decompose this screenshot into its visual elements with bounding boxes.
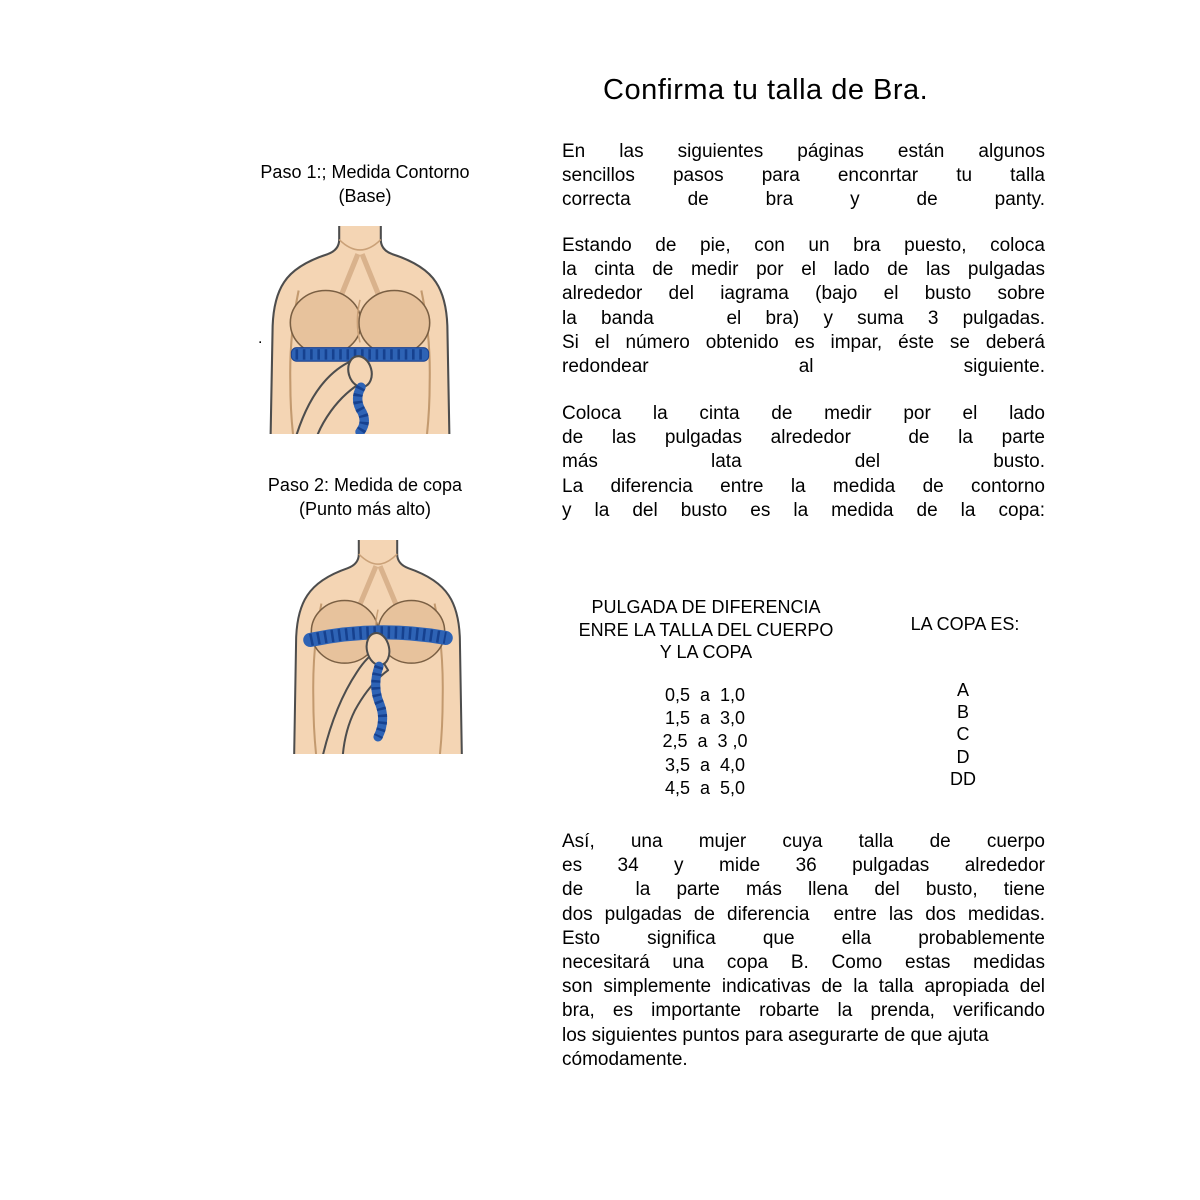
text-line: necesitará una copa B. Como estas medidas	[562, 952, 1045, 974]
text-line: de las pulgadas alrededor de la parte	[562, 427, 1045, 449]
text-line: 3,5 a 4,0	[664, 754, 746, 775]
cup-letters	[913, 679, 1013, 790]
difference-column-header	[570, 596, 842, 664]
step2-illustration	[282, 540, 474, 754]
text-line: correcta de bra y de panty.	[562, 189, 1045, 211]
text-line: Estando de pie, con un bra puesto, coloca	[562, 235, 1045, 256]
intro-paragraph	[562, 140, 1045, 213]
step1-illustration	[256, 226, 464, 434]
text-line: la banda el bra) y suma 3 pulgadas.	[562, 307, 1045, 329]
text-line: son simplemente indicativas de la talla apropiada del	[562, 976, 1045, 998]
text-line: B	[956, 702, 969, 723]
text-line: cómodamente.	[562, 1048, 688, 1070]
step2-caption	[240, 473, 490, 521]
text-line: DD	[950, 768, 976, 789]
text-line: Coloca la cinta de medir por el lado	[562, 403, 1045, 424]
text-line: Si el número obtenido es impar, éste se deberá	[562, 331, 1045, 353]
step2-paragraph	[562, 402, 1045, 523]
step1-caption-line1: Paso 1:; Medida Contorno	[260, 162, 470, 182]
text-line: redondear al siguiente.	[562, 356, 1045, 378]
text-line: y la del busto es la medida de la copa:	[562, 499, 1045, 521]
text-line: Así, una mujer cuya talla de cuerpo	[562, 831, 1045, 852]
text-line: alrededor del iagrama (bajo el busto sobre	[562, 283, 1045, 305]
step1-paragraph	[562, 234, 1045, 379]
text-line: más lata del busto.	[562, 451, 1045, 473]
text-line: 2,5 a 3 ,0	[662, 731, 748, 752]
step2-caption-line2: (Punto más alto)	[298, 499, 432, 519]
text-line: ENRE LA TALLA DEL CUERPO	[578, 619, 834, 640]
text-line: la cinta de medir por el lado de las pulgadas	[562, 259, 1045, 281]
cup-column-header: LA COPA ES:	[910, 614, 1020, 634]
text-line: de la parte más llena del busto, tiene	[562, 879, 1045, 901]
text-line: D	[956, 746, 970, 767]
text-line: 1,5 a 3,0	[664, 708, 746, 729]
difference-ranges	[625, 684, 785, 800]
text-line: PULGADA DE DIFERENCIA	[591, 597, 821, 617]
text-line: sencillos pasos para enconrtar tu talla	[562, 165, 1045, 187]
text-line: La diferencia entre la medida de contorno	[562, 475, 1045, 497]
text-line: En las siguientes páginas están algunos	[562, 141, 1045, 162]
step1-caption-line2: (Base)	[338, 186, 392, 206]
closing-paragraph	[562, 830, 1045, 1072]
text-line: bra, es importante robarte la prenda, verificando	[562, 1000, 1045, 1022]
text-line: C	[956, 724, 970, 745]
text-line: es 34 y mide 36 pulgadas alrededor	[562, 855, 1045, 877]
text-line: Esto significa que ella probablemente	[562, 927, 1045, 949]
step2-caption-line1: Paso 2: Medida de copa	[267, 475, 463, 495]
text-line: 4,5 a 5,0	[664, 777, 746, 798]
text-line: dos pulgadas de diferencia entre las dos medidas.	[562, 903, 1045, 925]
text-line: Y LA COPA	[659, 642, 753, 662]
text-line: 0,5 a 1,0	[664, 685, 746, 705]
stray-period: .	[258, 330, 263, 347]
step1-caption	[240, 160, 490, 208]
text-line: los siguientes puntos para asegurarte de que ajuta	[562, 1024, 989, 1046]
text-line: A	[956, 680, 969, 700]
page-title: Confirma tu talla de Bra.	[603, 74, 929, 107]
